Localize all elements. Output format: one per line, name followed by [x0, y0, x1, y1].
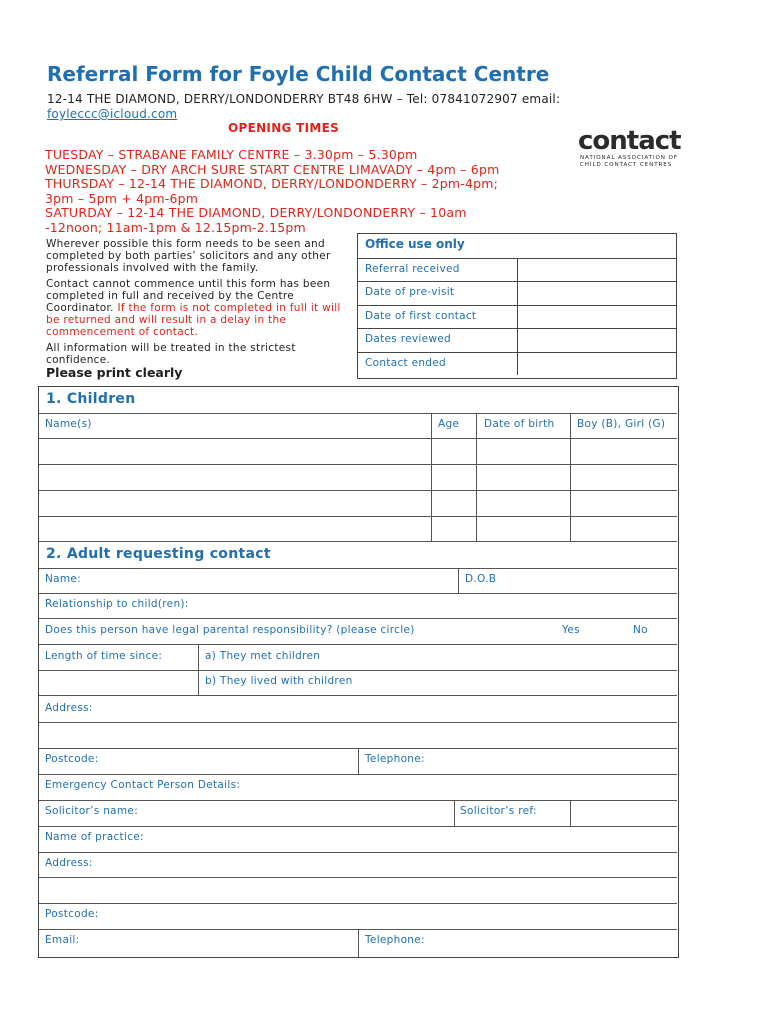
opening-time-line: 3pm – 5pm + 4pm-6pm [45, 190, 199, 206]
office-row-field[interactable] [517, 281, 676, 304]
opening-time-line: WEDNESDAY – DRY ARCH SURE START CENTRE LIMAVADY – 4pm – 6pm [45, 161, 500, 177]
children-dob-header: Date of birth [484, 418, 555, 430]
opening-time-line: TUESDAY – STRABANE FAMILY CENTRE – 3.30pm – 5.30pm [45, 147, 418, 162]
adult-telephone-label[interactable]: Telephone: [365, 753, 425, 765]
child-name-field[interactable] [39, 516, 431, 541]
office-row-label: Date of pre-visit [365, 286, 455, 299]
office-use-heading: Office use only [365, 237, 465, 251]
office-row-field[interactable] [517, 305, 676, 328]
legal-yes-option[interactable]: Yes [562, 624, 580, 636]
intro-commence-text: Contact cannot commence until this form has been completed in full and received by the Centre Coordinator. [46, 277, 331, 315]
office-row [358, 305, 676, 328]
office-row [358, 328, 676, 351]
office-row-field[interactable] [517, 352, 676, 375]
centre-address: 12-14 THE DIAMOND, DERRY/LONDONDERRY BT48 6HW – Tel: 07841072907 email: [47, 92, 561, 106]
opening-time-line: SATURDAY – 12-14 THE DIAMOND, DERRY/LONDONDERRY – 10am [45, 205, 467, 220]
opening-times-heading: OPENING TIMES [228, 121, 340, 135]
logo-subtitle-line: NATIONAL ASSOCIATION OF [580, 155, 678, 161]
adult-dob-label[interactable]: D.O.B [465, 573, 497, 585]
intro-paragraph [46, 278, 346, 339]
practice-name-label[interactable]: Name of practice: [45, 831, 144, 843]
intro-paragraph: Wherever possible this form needs to be seen and completed by both parties’ solicitors and any other professionals involved with the family. [46, 238, 331, 275]
office-row [358, 258, 676, 281]
email-link[interactable]: foyleccc@icloud.com [47, 107, 178, 121]
legal-responsibility-label: Does this person have legal parental responsibility? (please circle) [45, 624, 415, 636]
opening-time-line: -12noon; 11am-1pm & 12.15pm-2.15pm [45, 219, 306, 235]
intro-text [46, 238, 346, 369]
office-use-table [357, 233, 677, 379]
referral-form [38, 386, 679, 958]
adult-section-title: 2. Adult requesting contact [46, 546, 271, 562]
office-row-field[interactable] [517, 258, 676, 281]
adult-name-label[interactable]: Name: [45, 573, 82, 585]
practice-postcode-label[interactable]: Postcode: [45, 908, 99, 920]
solicitor-name-label[interactable]: Solicitor’s name: [45, 805, 139, 817]
lived-children-field[interactable]: b) They lived with children [205, 675, 353, 687]
length-of-time-label: Length of time since: [45, 650, 163, 662]
legal-no-option[interactable]: No [633, 624, 648, 636]
office-row-label: Contact ended [365, 356, 446, 369]
met-children-field[interactable]: a) They met children [205, 650, 321, 662]
children-names-header: Name(s) [45, 418, 92, 430]
solicitor-ref-label[interactable]: Solicitor’s ref: [460, 805, 537, 817]
office-row-label: Referral received [365, 263, 460, 275]
office-row-label: Dates reviewed [365, 333, 451, 346]
adult-address-label[interactable]: Address: [45, 702, 93, 714]
practice-address-label[interactable]: Address: [45, 857, 93, 869]
office-row [358, 281, 676, 304]
opening-time-line: THURSDAY – 12-14 THE DIAMOND, DERRY/LONDONDERRY – 2pm-4pm; [45, 176, 499, 191]
intro-paragraph: All information will be treated in the strictest confidence. [46, 341, 296, 366]
logo-subtitle-line: CHILD CONTACT CENTRES [580, 162, 673, 168]
child-name-field[interactable] [39, 438, 431, 464]
children-age-header: Age [438, 418, 460, 430]
children-gender-header: Boy (B), Girl (G) [577, 418, 666, 430]
child-name-field[interactable] [39, 490, 431, 516]
child-name-field[interactable] [39, 464, 431, 490]
relationship-label[interactable]: Relationship to child(ren): [45, 598, 189, 610]
adult-postcode-label[interactable]: Postcode: [45, 753, 99, 765]
opening-times-list [45, 148, 545, 235]
contact-logo: contact [578, 126, 681, 156]
practice-telephone-label[interactable]: Telephone: [365, 934, 425, 946]
office-row-label: Date of first contact [365, 309, 477, 322]
office-row-field[interactable] [517, 328, 676, 351]
form-title: Referral Form for Foyle Child Contact Centre [47, 62, 550, 86]
intro-warning-text: If the form is not completed in full it will be returned and will result in a delay in the commencement of contact. [46, 302, 341, 339]
print-clearly-note: Please print clearly [46, 365, 183, 380]
practice-email-label[interactable]: Email: [45, 934, 80, 946]
children-section-title: 1. Children [46, 391, 136, 407]
emergency-contact-label[interactable]: Emergency Contact Person Details: [45, 779, 241, 791]
office-row [358, 352, 676, 375]
logo-subtitle [580, 155, 678, 169]
